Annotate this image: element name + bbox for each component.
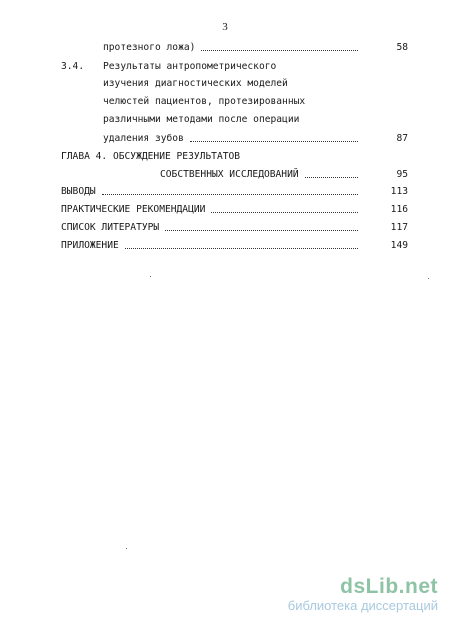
toc-entry-references — [61, 220, 363, 234]
toc-entry-text: ВЫВОДЫ — [61, 186, 96, 197]
toc-entry-recommendations — [61, 202, 363, 216]
dot-leader — [125, 248, 358, 249]
toc-page-number: 95 — [396, 169, 408, 180]
toc-page-number: 116 — [390, 204, 408, 215]
scan-speck — [126, 548, 127, 549]
toc-page-number: 87 — [396, 133, 408, 144]
scan-speck — [150, 276, 151, 277]
dot-leader — [305, 177, 358, 178]
toc-entry-3-4-line-2: изучения диагностических моделей — [103, 78, 288, 89]
toc-entry-3-4-line-4: различными методами после операции — [103, 114, 300, 125]
toc-entry-3-4-line-3: челюстей пациентов, протезированных — [103, 96, 306, 107]
toc-entry-text: ПРАКТИЧЕСКИЕ РЕКОМЕНДАЦИИ — [61, 204, 206, 215]
toc-entry-text: протезного ложа) — [103, 42, 196, 53]
toc-entry-3-4-last — [103, 131, 363, 145]
toc-section-number-3-4: 3.4. — [61, 61, 85, 72]
dot-leader — [201, 50, 358, 51]
page-number: 3 — [222, 21, 228, 33]
toc-entry-text: удаления зубов — [103, 133, 184, 144]
watermark-subtitle: библиотека диссертаций — [287, 598, 438, 613]
dot-leader — [165, 230, 358, 231]
scan-speck — [428, 278, 429, 279]
dot-leader — [190, 141, 358, 142]
toc-chapter-4-line-1: ГЛАВА 4. ОБСУЖДЕНИЕ РЕЗУЛЬТАТОВ — [61, 151, 241, 162]
toc-entry-appendix — [61, 238, 363, 252]
toc-entry-3-3-tail — [103, 40, 363, 54]
toc-entry-text: СОБСТВЕННЫХ ИССЛЕДОВАНИЙ — [160, 169, 299, 180]
toc-page-number: 149 — [390, 240, 408, 251]
toc-page-number: 117 — [390, 222, 408, 233]
dot-leader — [211, 212, 358, 213]
watermark — [288, 575, 438, 613]
toc-chapter-4-last — [160, 167, 363, 181]
toc-entry-conclusions — [61, 184, 363, 198]
toc-entry-text: ПРИЛОЖЕНИЕ — [61, 240, 119, 251]
dot-leader — [102, 194, 358, 195]
watermark-logo: dsLib.net — [340, 575, 438, 598]
toc-entry-3-4-line-1: Результаты антропометрического — [103, 61, 277, 72]
toc-page-number: 113 — [390, 186, 408, 197]
toc-entry-text: СПИСОК ЛИТЕРАТУРЫ — [61, 222, 160, 233]
toc-page-number: 58 — [396, 42, 408, 53]
